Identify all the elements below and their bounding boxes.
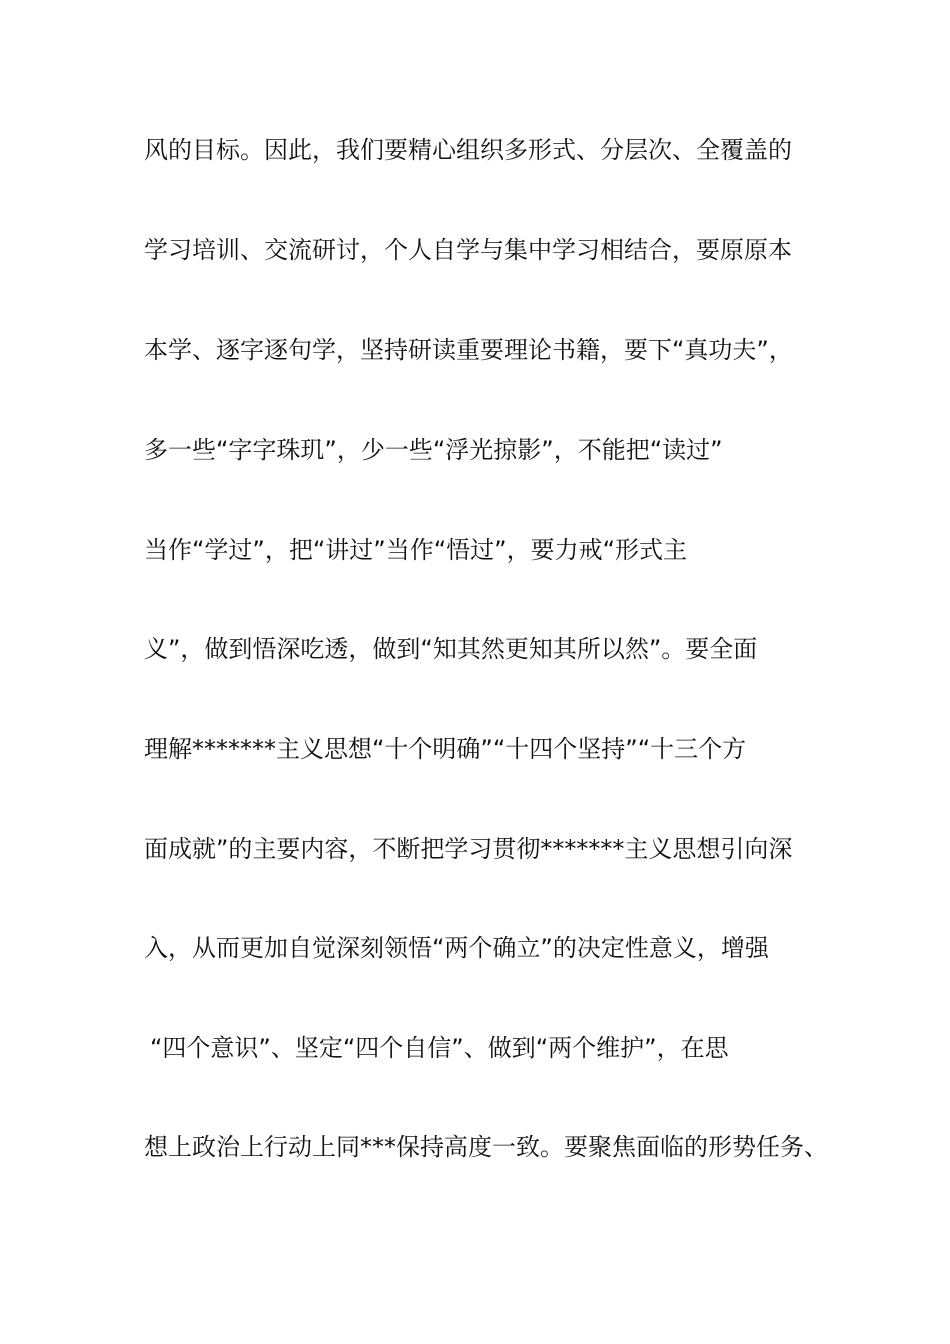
body-text-line: 当作“学过”，把“讲过”当作“悟过”，要力戒“形式主 [144, 536, 688, 564]
body-text-line: 学习培训、交流研讨，个人自学与集中学习相结合，要原原本 [144, 236, 792, 264]
body-text-line: 面成就”的主要内容，不断把学习贯彻*******主义思想引向深 [144, 835, 793, 863]
body-text-line: “四个意识”、坚定“四个自信”、做到“两个维护”，在思 [150, 1034, 729, 1062]
body-text-line: 义”，做到悟深吃透，做到“知其然更知其所以然”。要全面 [144, 635, 758, 663]
body-text-line: 想上政治上行动上同***保持高度一致。要聚焦面临的形势任务、 [144, 1133, 828, 1161]
body-text-line: 风的目标。因此，我们要精心组织多形式、分层次、全覆盖的 [144, 136, 792, 164]
body-text-line: 多一些“字字珠玑”，少一些“浮光掠影”，不能把“读过” [144, 436, 723, 464]
body-text-line: 入，从而更加自觉深刻领悟“两个确立”的决定性意义，增强 [144, 934, 769, 962]
body-text-line: 理解*******主义思想“十个明确”“十四个坚持”“十三个方 [144, 735, 747, 763]
body-text-line: 本学、逐字逐句学，坚持研读重要理论书籍，要下“真功夫”， [144, 336, 793, 364]
